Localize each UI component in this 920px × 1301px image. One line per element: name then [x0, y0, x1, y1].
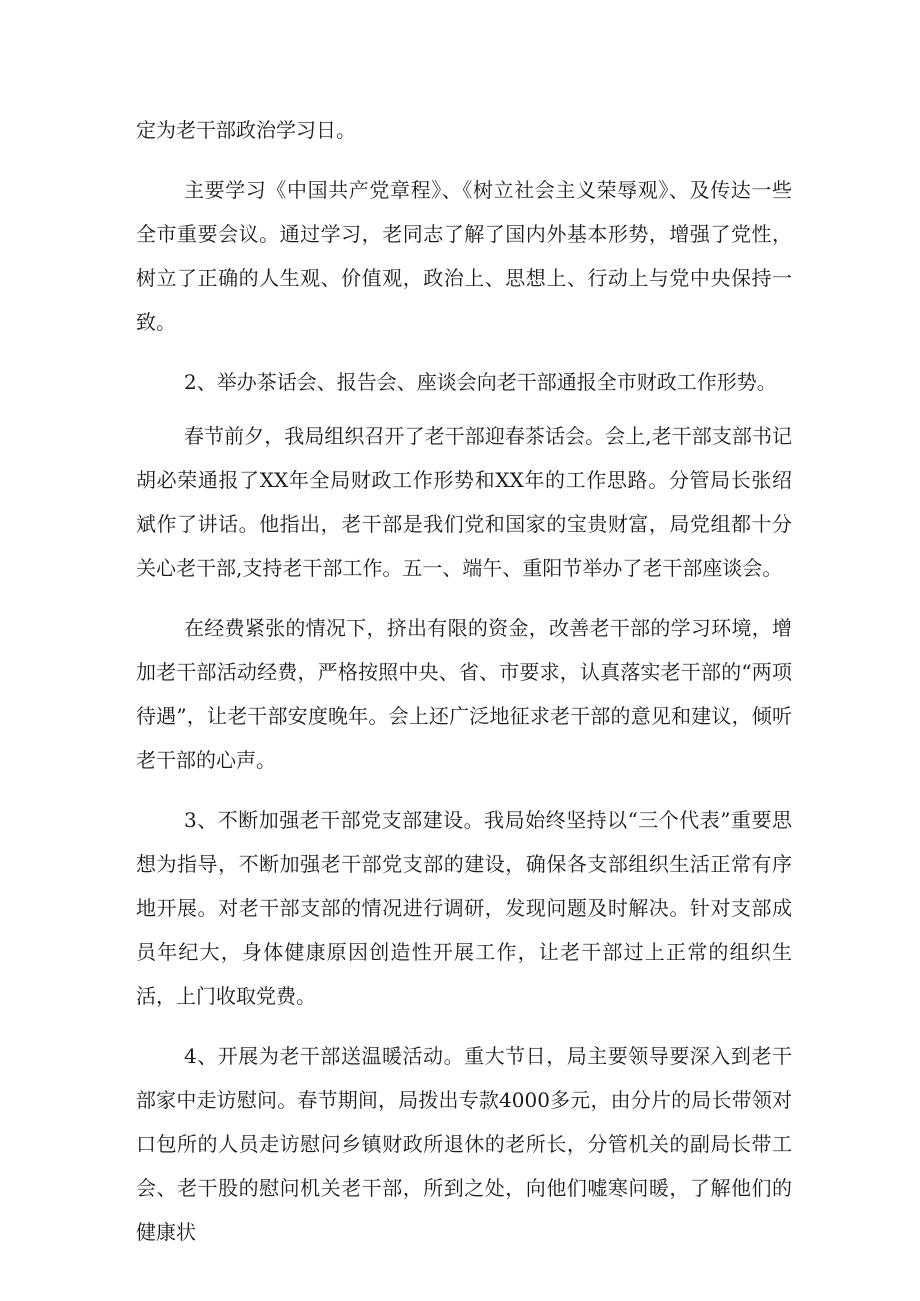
paragraph-tea-party: 春节前夕，我局组织召开了老干部迎春茶话会。会上,老干部支部书记胡必荣通报了XX年全局财政工作形势和XX年的工作思路。分管局长张绍斌作了讲话。他指出，老干部是我们党和国家的宝贵财富，局党组都十分关心老干部,支持老干部工作。五一、端午、重阳节举办了老干部座谈会。 — [136, 424, 792, 580]
document-body — [136, 108, 792, 1270]
paragraph-continuation: 定为老干部政治学习日。 — [136, 118, 356, 142]
paragraph-funding: 在经费紧张的情况下，挤出有限的资金，改善老干部的学习环境，增加老干部活动经费，严格按照中央、省、市要求，认真落实老干部的“两项待遇”，让老干部安度晚年。会上还广泛地征求老干部的意见和建议，倾听老干部的心声。 — [136, 616, 792, 772]
paragraph-study-content: 主要学习《中国共产党章程》、《树立社会主义荣辱观》、及传达一些全市重要会议。通过学习，老同志了解了国内外基本形势，增强了党性，树立了正确的人生观、价值观，政治上、思想上、行动上与党中央保持一致。 — [136, 178, 792, 334]
paragraph-item-4-warmth-activity: 4、开展为老干部送温暖活动。重大节日，局主要领导要深入到老干部家中走访慰问。春节期间，局拨出专款4000多元，由分片的局长带领对口包所的人员走访慰问乡镇财政所退休的老所长，分管机关的副局长带工会、老干股的慰问机关老干部，所到之处，向他们嘘寒问暖，了解他们的健康状 — [136, 1044, 792, 1244]
paragraph-item-2-heading: 2、举办茶话会、报告会、座谈会向老干部通报全市财政工作形势。 — [184, 370, 777, 394]
paragraph-item-3-party-branch: 3、不断加强老干部党支部建设。我局始终坚持以“三个代表”重要思想为指导，不断加强老干部党支部的建设，确保各支部组织生活正常有序地开展。对老干部支部的情况进行调研，发现问题及时解决。针对支部成员年纪大，身体健康原因创造性开展工作，让老干部过上正常的组织生活，上门收取党费。 — [136, 808, 792, 1008]
